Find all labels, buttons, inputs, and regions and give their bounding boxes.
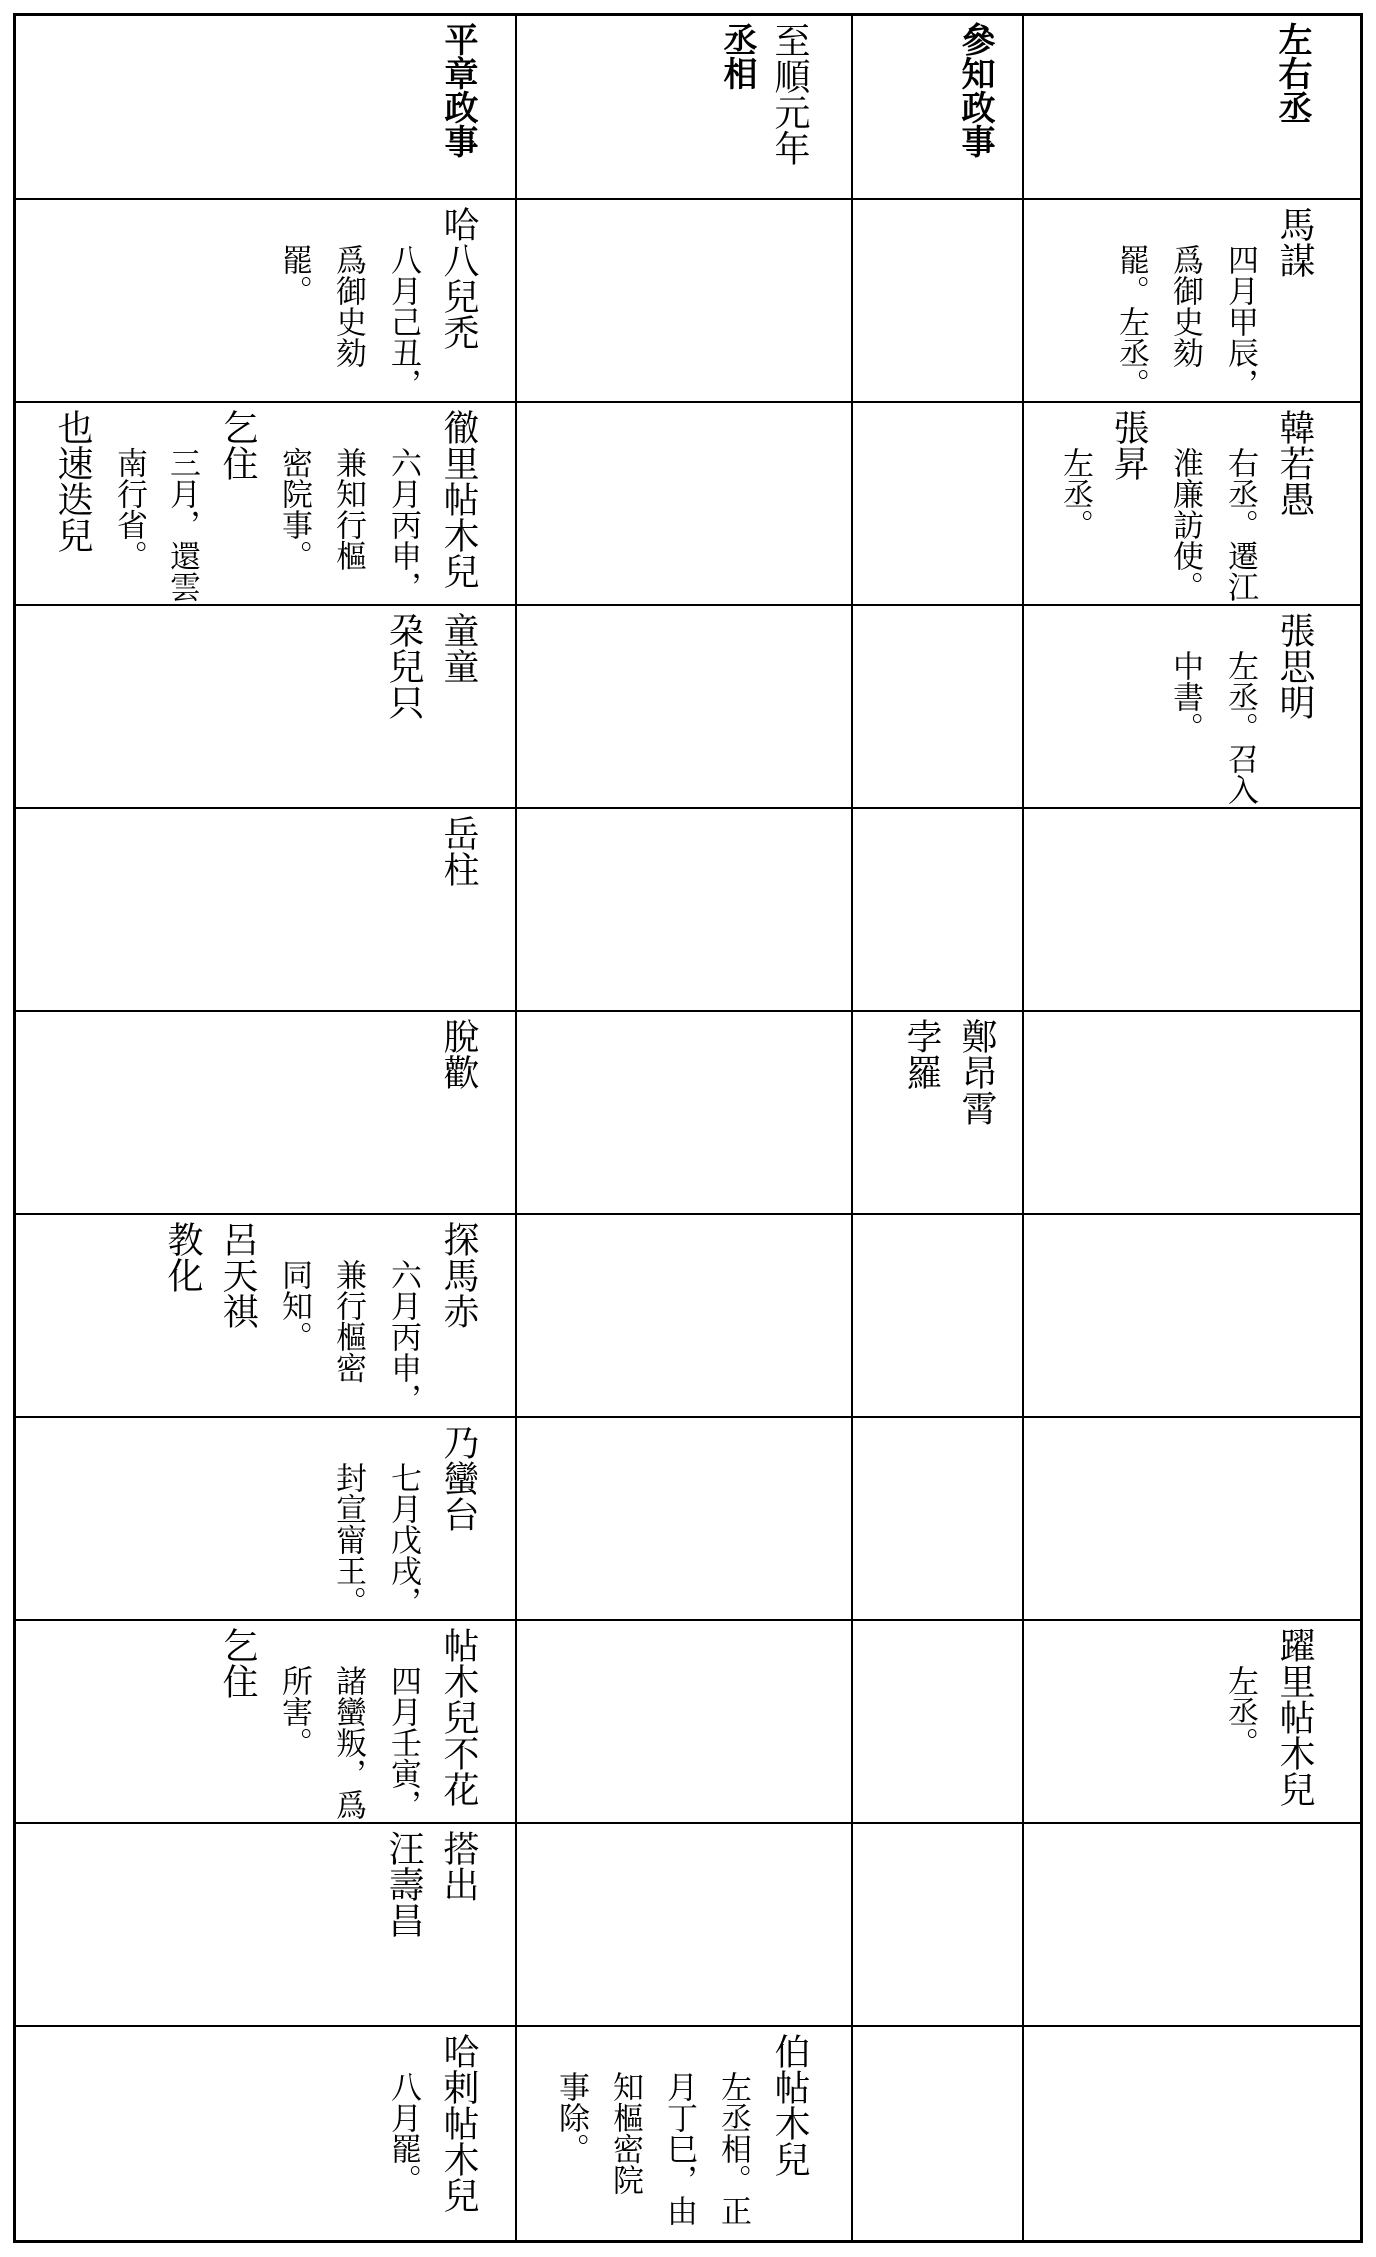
entry-name: 岳柱 [438,815,479,887]
entry-name: 張思明 [1274,612,1315,720]
entry-note: 六月丙申， [385,1259,421,1414]
entry-name: 哈剌帖木兒 [438,2033,479,2213]
entry-name: 哈八兒禿 [438,206,479,350]
entry-note: 三月，還雲 [164,447,200,602]
entry-name: 乃蠻台 [438,1424,479,1532]
entry-note: 知樞密院 [607,2071,643,2195]
entry-note: 八月罷。 [385,2071,421,2195]
entry-note: 右丞。遷江 [1222,447,1258,602]
row-5-canzhi [853,1012,1022,1213]
entry-note: 左丞相。正 [715,2071,751,2226]
row-8-pingzhang [16,1621,515,1822]
row-8-zuoyou [1024,1621,1360,1822]
entry-note: 四月壬寅， [385,1665,421,1820]
header-pingzhang [16,16,515,198]
entry-note: 封宣甯王。 [330,1462,366,1617]
entry-note: 六月丙申， [385,447,421,602]
entry-name: 童童 [438,612,479,684]
row-10-pingzhang [16,2027,515,2240]
entry-note: 中書。 [1167,650,1203,743]
entry-note: 四月甲辰， [1222,244,1258,399]
row-10-chengxiang [517,2027,851,2240]
row-3-pingzhang [16,606,515,807]
entry-name: 乞住 [217,409,258,481]
header-zuoyou [1024,16,1360,198]
header-chengxiang-label: 丞相 [717,22,757,90]
entry-note: 八月己丑， [385,244,421,399]
header-zuoyou-label: 左右丞 [1272,22,1312,124]
row-9-pingzhang [16,1824,515,2025]
row-1-pingzhang [16,200,515,401]
entry-name: 伯帖木兒 [769,2033,810,2177]
entry-note: 淮廉訪使。 [1167,447,1203,602]
header-canzhi [853,16,1022,198]
column-divider [515,16,517,2240]
entry-name: 孛羅 [901,1018,942,1090]
entry-note: 兼知行樞 [330,447,366,571]
entry-note: 左丞。 [1222,1665,1258,1758]
entry-name: 張昇 [1108,409,1149,481]
entry-note: 密院事。 [276,447,312,571]
row-2-pingzhang [16,403,515,604]
entry-name: 教化 [162,1221,203,1293]
entry-name: 也速迭兒 [52,409,93,553]
entry-note: 爲御史劾 [1167,244,1203,368]
row-6-pingzhang [16,1215,515,1416]
entry-name: 朶兒只 [383,612,424,720]
entry-name: 馬謀 [1274,206,1315,278]
entry-name: 汪壽昌 [383,1830,424,1938]
entry-note: 七月戊戌， [385,1462,421,1617]
entry-note: 同知。 [276,1259,312,1352]
row-7-pingzhang [16,1418,515,1619]
entry-note: 爲御史劾 [330,244,366,368]
entry-note: 左丞。 [1057,447,1093,540]
row-1-zuoyou [1024,200,1360,401]
entry-note: 所害。 [276,1665,312,1758]
entry-name: 韓若愚 [1274,409,1315,517]
entry-name: 帖木兒不花 [438,1627,479,1807]
entry-name: 搭出 [438,1830,479,1902]
entry-note: 諸蠻叛，爲 [330,1665,366,1820]
entry-name: 徹里帖木兒 [438,409,479,589]
header-chengxiang-year: 至順元年 [769,22,810,166]
entry-note: 事除。 [553,2071,589,2164]
entry-name: 乞住 [217,1627,258,1699]
row-4-pingzhang [16,809,515,1010]
row-2-zuoyou [1024,403,1360,604]
header-canzhi-label: 參知政事 [955,22,995,158]
entry-note: 兼行樞密 [330,1259,366,1383]
entry-name: 鄭昂霄 [956,1018,997,1126]
entry-name: 脫歡 [438,1018,479,1090]
header-chengxiang [517,16,851,198]
entry-note: 月丁巳，由 [661,2071,697,2226]
row-3-zuoyou [1024,606,1360,807]
entry-note: 罷。 [276,244,312,306]
entry-name: 躍里帖木兒 [1274,1627,1315,1807]
entry-note: 左丞。召入 [1222,650,1258,805]
entry-note: 南行省。 [111,447,147,571]
entry-note: 罷。左丞。 [1113,244,1149,399]
row-5-pingzhang [16,1012,515,1213]
table-sheet [13,13,1363,2243]
entry-name: 探馬赤 [438,1221,479,1329]
header-pingzhang-label: 平章政事 [438,22,478,158]
entry-name: 呂天祺 [217,1221,258,1329]
